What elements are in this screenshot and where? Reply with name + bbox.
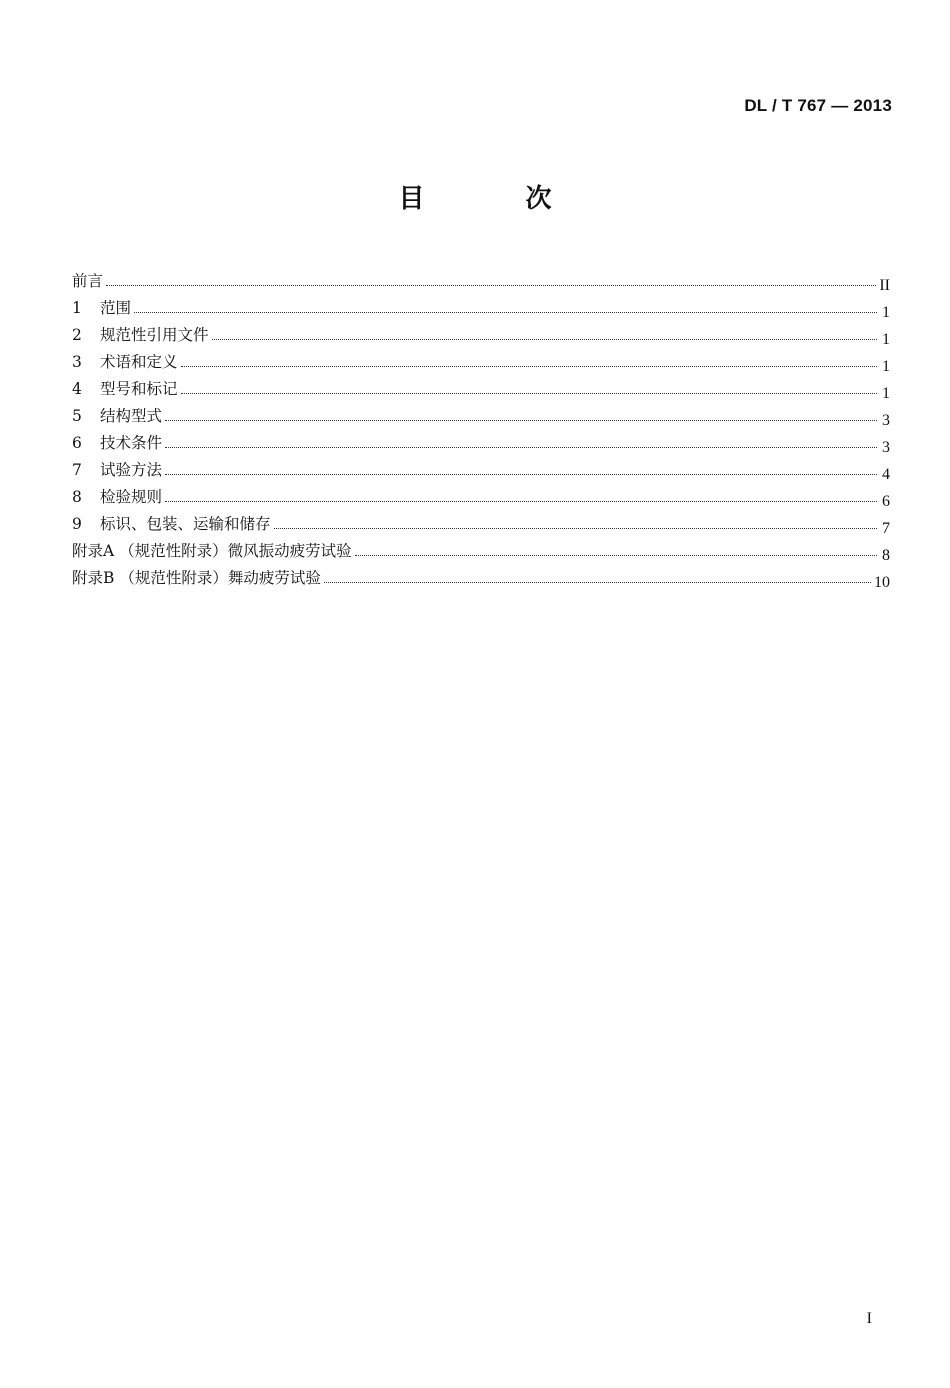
toc-entry-label: 前言 [72,272,104,290]
toc-entry-page: 4 [882,466,890,483]
toc-entry-label: 术语和定义 [100,353,178,371]
toc-entry-page: 6 [882,493,890,510]
toc-entry-4[interactable] [72,372,890,402]
toc-entry-page: 8 [882,547,890,564]
toc-entry-1[interactable] [72,291,890,321]
toc-entry-number: 5 [72,407,82,425]
toc-leader-dots [165,447,877,448]
toc-entry-page: 1 [882,304,890,321]
toc-entry-number: 7 [72,461,82,479]
toc-leader-dots [355,555,877,556]
toc-leader-dots [212,339,877,340]
toc-entry-7[interactable] [72,453,890,483]
toc-entry-appendix-b[interactable] [72,561,890,591]
toc-entry-label: 试验方法 [100,461,163,479]
toc-leader-dots [165,474,877,475]
toc-entry-page: II [879,277,890,294]
table-of-contents [72,264,890,591]
toc-entry-label: 型号和标记 [100,380,178,398]
toc-entry-label: 规范性引用文件 [100,326,209,344]
toc-entry-number: 3 [72,353,82,371]
toc-entry-label: 结构型式 [100,407,163,425]
toc-entry-number: 1 [72,299,82,317]
toc-entry-5[interactable] [72,399,890,429]
toc-leader-dots [274,528,877,529]
toc-entry-3[interactable] [72,345,890,375]
toc-entry-2[interactable] [72,318,890,348]
toc-entry-number: 4 [72,380,82,398]
toc-entry-page: 1 [882,385,890,402]
toc-entry-9[interactable] [72,507,890,537]
toc-entry-8[interactable] [72,480,890,510]
toc-entry-page: 7 [882,520,890,537]
toc-entry-foreword[interactable] [72,264,890,294]
toc-entry-page: 3 [882,412,890,429]
toc-leader-dots [181,366,877,367]
toc-entry-page: 10 [874,574,890,591]
toc-entry-label: 检验规则 [100,488,163,506]
toc-entry-appendix-a[interactable] [72,534,890,564]
toc-leader-dots [181,393,877,394]
toc-entry-number: 6 [72,434,82,452]
toc-leader-dots [324,582,871,583]
page-number: I [866,1310,872,1327]
toc-leader-dots [106,285,876,286]
toc-entry-number: 8 [72,488,82,506]
toc-entry-label: 附录A （规范性附录）微风振动疲劳试验 [72,542,352,560]
toc-leader-dots [165,501,877,502]
toc-entry-label: 技术条件 [100,434,163,452]
toc-entry-number: 2 [72,326,82,344]
toc-entry-page: 1 [882,331,890,348]
toc-entry-label: 范围 [100,299,132,317]
toc-entry-number: 9 [72,515,82,533]
toc-entry-label: 标识、包装、运输和储存 [100,515,271,533]
toc-entry-6[interactable] [72,426,890,456]
toc-entry-page: 1 [882,358,890,375]
toc-entry-label: 附录B （规范性附录）舞动疲劳试验 [72,569,321,587]
toc-entry-page: 3 [882,439,890,456]
toc-leader-dots [165,420,877,421]
toc-leader-dots [134,312,877,313]
toc-heading: 目 次 [398,184,598,214]
document-number: DL / T 767 — 2013 [744,96,892,115]
